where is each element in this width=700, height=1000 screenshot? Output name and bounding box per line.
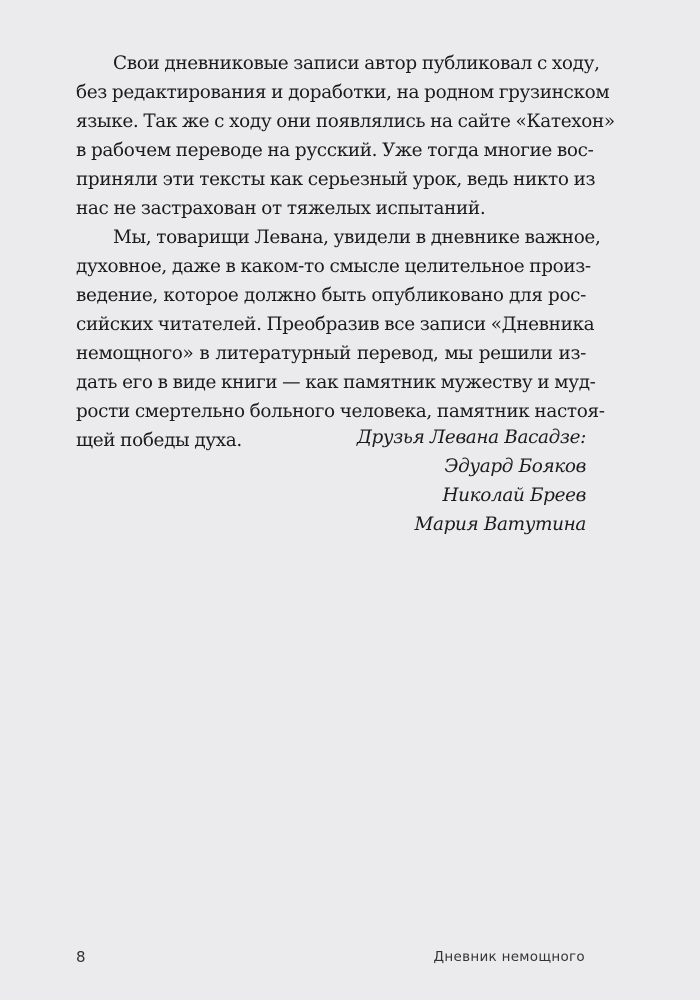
text-line: языке. Так же с ходу они появлялись на сайте «Катехон» bbox=[76, 111, 615, 132]
paragraph-1 bbox=[76, 49, 615, 223]
text-line: ведение, которое должно быть опубликовано для рос- bbox=[76, 285, 586, 306]
text-line: дать его в виде книги — как памятник мужеству и муд- bbox=[76, 372, 596, 393]
text-line: в рабочем переводе на русский. Уже тогда многие вос- bbox=[76, 140, 594, 161]
text-line: нас не застрахован от тяжелых испытаний. bbox=[76, 198, 486, 219]
paragraph-2 bbox=[76, 223, 605, 455]
signature-heading: Друзья Левана Васадзе: bbox=[356, 427, 586, 448]
running-title: Дневник немощного bbox=[433, 949, 585, 965]
text-line: сийских читателей. Преобразив все записи «Дневника bbox=[76, 314, 595, 335]
signature-name: Мария Ватутина bbox=[414, 514, 586, 535]
text-line: Мы, товарищи Левана, увидели в дневнике важное, bbox=[113, 227, 601, 248]
text-line: приняли эти тексты как серьезный урок, ведь никто из bbox=[76, 169, 596, 190]
text-line: щей победы духа. bbox=[76, 430, 242, 451]
text-line: немощного» в литературный перевод, мы решили из- bbox=[76, 343, 586, 364]
page-number: 8 bbox=[76, 948, 86, 966]
signature-name: Эдуард Бояков bbox=[444, 456, 586, 477]
text-line: без редактирования и доработки, на родном грузинском bbox=[76, 82, 610, 103]
body-text bbox=[76, 49, 615, 455]
text-line: Свои дневниковые записи автор публиковал с ходу, bbox=[113, 53, 600, 74]
signature-block bbox=[286, 423, 586, 539]
text-line: духовное, даже в каком-то смысле целительное произ- bbox=[76, 256, 591, 277]
text-line: рости смертельно больного человека, памятник настоя- bbox=[76, 401, 605, 422]
signature-name: Николай Бреев bbox=[442, 485, 586, 506]
